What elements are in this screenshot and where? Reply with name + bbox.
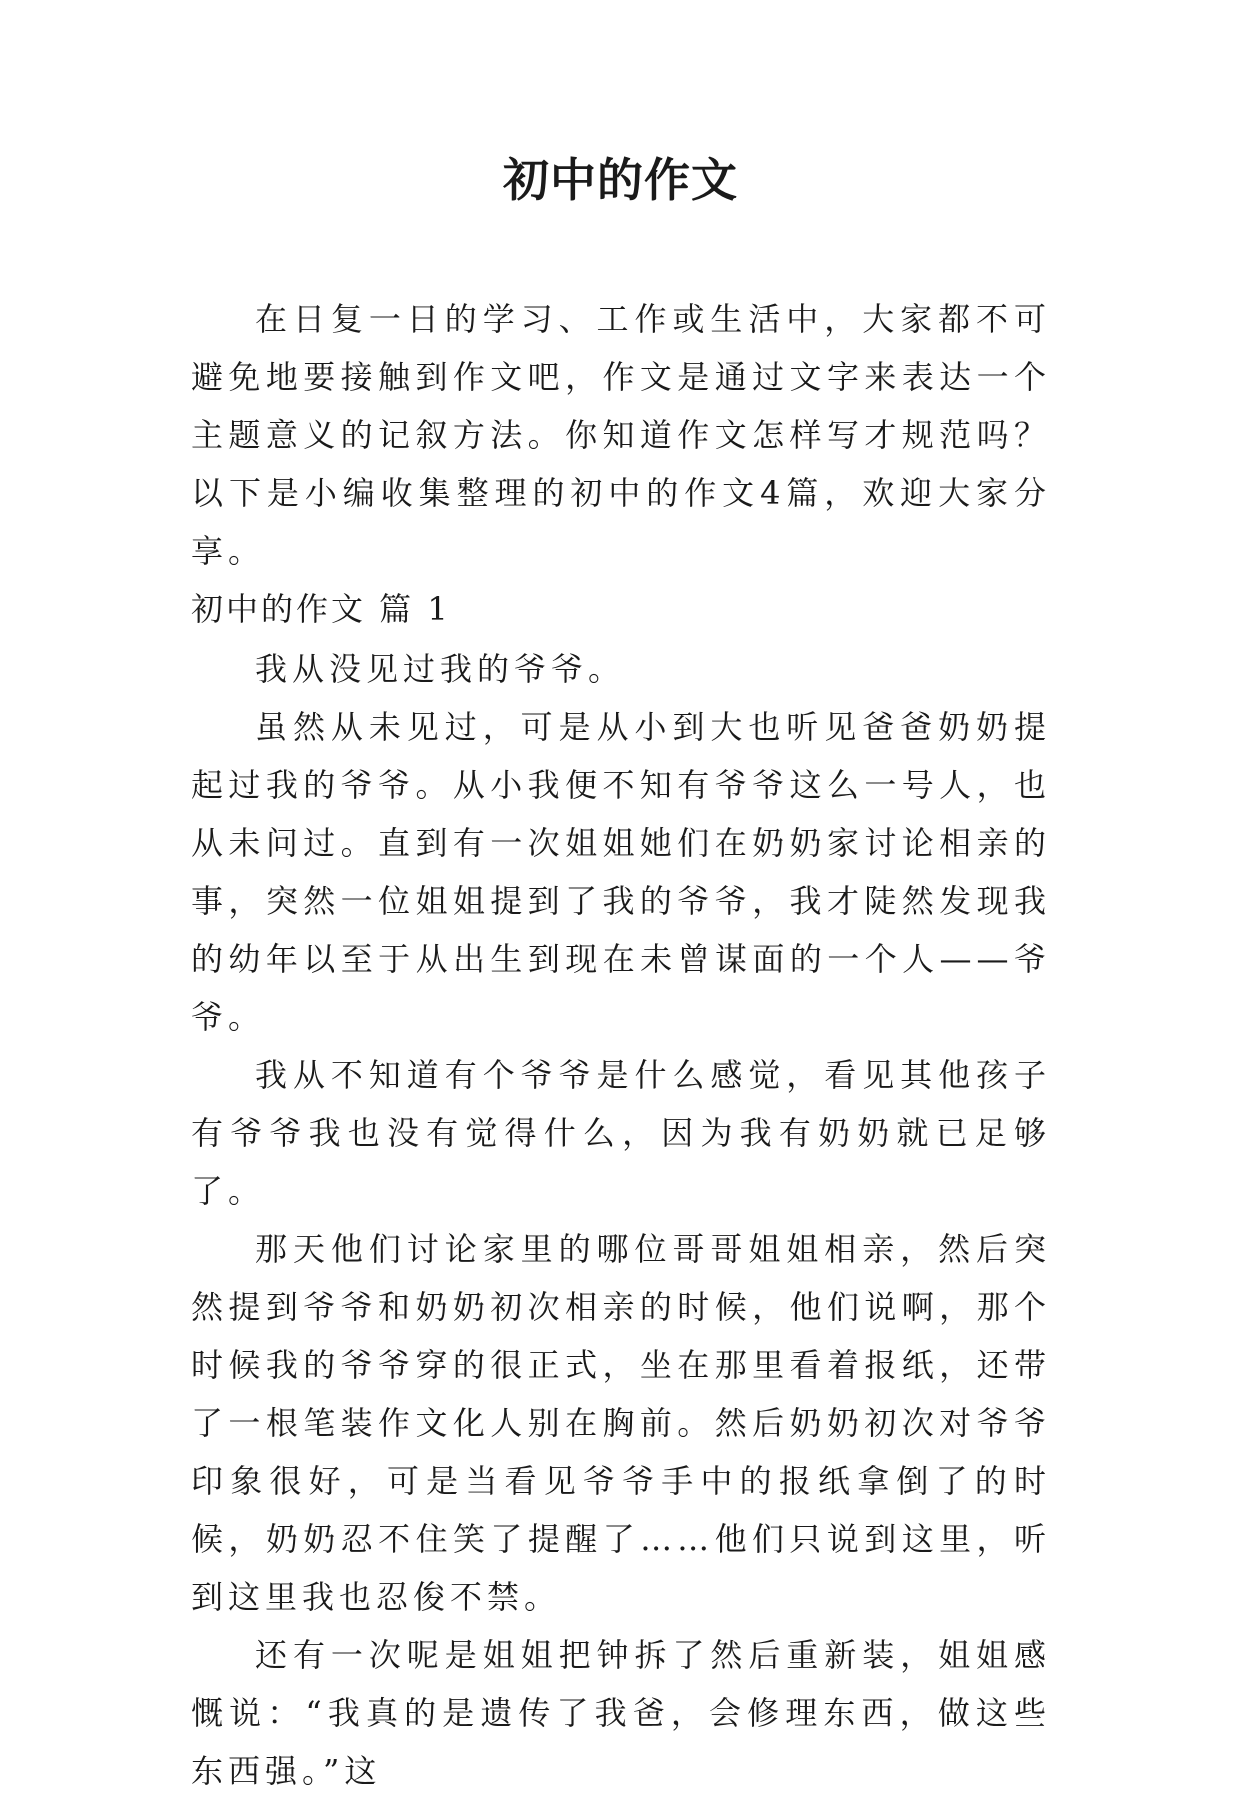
essay-paragraph: 虽然从未见过，可是从小到大也听见爸爸奶奶提起过我的爷爷。从小我便不知有爷爷这么一号人，也从未问过。直到有一次姐姐她们在奶奶家讨论相亲的事，突然一位姐姐提到了我的爷爷，我才陡然发现我的幼年以至于从出生到现在未曾谋面的一个人——爷爷。: [191, 708, 1051, 1036]
essay-paragraph: 我从不知道有个爷爷是什么感觉，看见其他孩子有爷爷我也没有觉得什么，因为我有奶奶就已足够了。: [191, 1056, 1051, 1210]
essay-paragraph: 我从没见过我的爷爷。: [255, 650, 626, 688]
intro-block: [191, 290, 1051, 580]
essay-paragraph: 那天他们讨论家里的哪位哥哥姐姐相亲，然后突然提到爷爷和奶奶初次相亲的时候，他们说啊，那个时候我的爷爷穿的很正式，坐在那里看着报纸，还带了一根笔装作文化人别在胸前。然后奶奶初次对爷爷印象很好，可是当看见爷爷手中的报纸拿倒了的时候，奶奶忍不住笑了提醒了……他们只说到这里，听到这里我也忍俊不禁。: [191, 1230, 1051, 1616]
section-heading: 初中的作文 篇 1: [191, 590, 451, 628]
essay-section-1: [191, 580, 1051, 1800]
document-title: 初中的作文: [503, 153, 738, 207]
intro-paragraph: 在日复一日的学习、工作或生活中，大家都不可避免地要接触到作文吧，作文是通过文字来表达一个主题意义的记叙方法。你知道作文怎样写才规范吗？以下是小编收集整理的初中的作文4篇，欢迎大家分享。: [191, 300, 1051, 570]
essay-paragraph: 还有一次呢是姐姐把钟拆了然后重新装，姐姐感慨说：“我真的是遗传了我爸，会修理东西，做这些东西强。”这: [191, 1636, 1051, 1790]
